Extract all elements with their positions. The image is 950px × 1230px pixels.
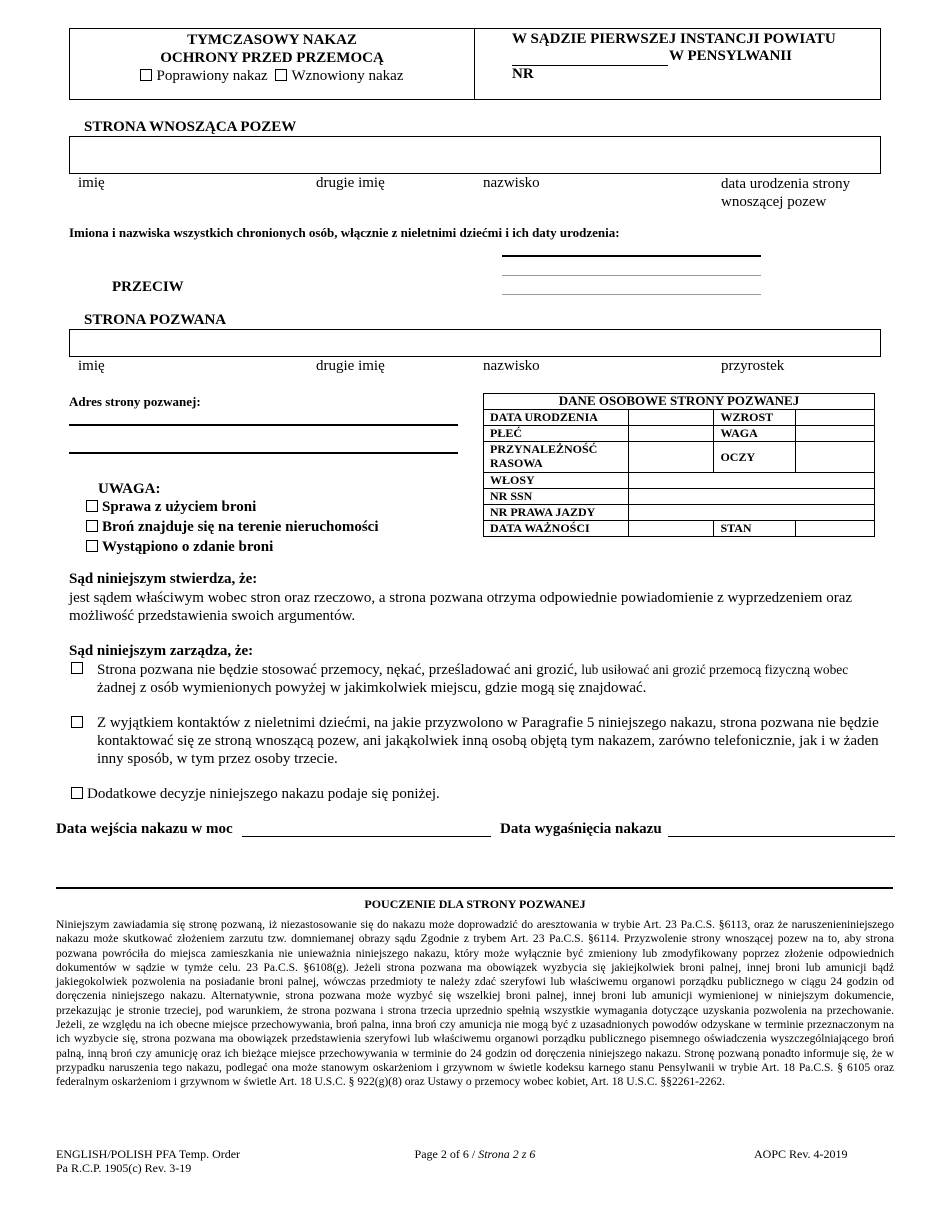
personal-data-table <box>483 393 875 537</box>
plaintiff-dob-label <box>721 175 850 211</box>
expiry-date-field[interactable] <box>668 836 895 837</box>
notice-divider <box>56 887 893 889</box>
plaintiff-name-field[interactable] <box>69 136 881 174</box>
race-label-line2: RASOWA <box>490 456 543 470</box>
orders-title: Sąd niniejszym zarządza, że: <box>69 643 254 659</box>
order-item1-main: Strona pozwana nie będzie stosować przemocy, nękać, prześladować ani grozić, <box>97 662 582 678</box>
dob-label: DATA URODZENIA <box>484 410 629 426</box>
defendant-title: STRONA POZWANA <box>84 312 227 328</box>
weapon-surrendered-label: Wystąpiono o zdanie broni <box>102 539 274 555</box>
court-line2: W PENSYLWANII <box>669 48 792 64</box>
ssn-label: NR SSN <box>484 489 629 505</box>
caution-weapon-case <box>86 499 256 516</box>
footer-right: AOPC Rev. 4-2019 <box>754 1147 848 1161</box>
dob-field[interactable] <box>628 410 714 426</box>
amended-checkbox[interactable] <box>140 69 152 81</box>
state-field[interactable] <box>796 521 875 537</box>
plaintiff-last-name-label: nazwisko <box>483 175 540 191</box>
height-field[interactable] <box>796 410 875 426</box>
protected-person-line-1[interactable] <box>502 255 761 257</box>
plaintiff-dob-line2: wnoszącej pozew <box>721 194 827 210</box>
plaintiff-first-name-label: imię <box>78 175 105 191</box>
defendant-name-field[interactable] <box>69 329 881 357</box>
weight-label: WAGA <box>714 426 796 442</box>
defendant-suffix-label: przyrostek <box>721 358 785 374</box>
order-item3-checkbox[interactable] <box>71 787 83 799</box>
weight-field[interactable] <box>796 426 875 442</box>
expiry-date-label: Data wygaśnięcia nakazu <box>500 821 662 837</box>
notice-title: POUCZENIE DLA STRONY POZWANEJ <box>364 897 586 911</box>
license-field[interactable] <box>628 505 874 521</box>
notice-text: Niniejszym zawiadamia się stronę pozwaną, iż niezastosowanie się do nakazu może doprowadzić do aresztowania w trybie Art. 23 Pa.C.S. §6113, oraz że naruszenieniniejszego nakazu może skutkować złożeniem zarzutu tzw. domniemanej obrazy sądu Zgodnie z trybem Art. 23 Pa.C.S. §6114. Przyzwolenie strony wnoszącej pozew na to, aby strona pozwana powróciła do miejsca zamieszkania nie unieważnia niniejszego nakazu, który może wyłącznie być zmieniony lub zmodyfikowany poprzez złożenie odpowiednich dokumentów w sądzie w tymże celu. 23 Pa.C.S. §6108(g). Jeżeli strona pozwana ma obowiązek wyzbycia się jakiejkolwiek broni palnej, innej broni lub amunicji bądź jakiegokolwiek pozwolenia na posiadanie broni palnej, wówczas przedmioty te należy zdać szeryfowi lub właściwemu organowi porządku publicznego w ciągu 24 godzin od doręczenia niniejszego nakazu. Alternatywnie, strona pozwana może wyzbyć się wszelkiej broni palnej, innej broni lub amunicji wymienionej w niniejszym dokumencie, przekazując je stronie trzeciej, pod warunkiem, że strona pozwana i strona trzecia uprzednio spełnią wszystkie wymagania dotyczące uzyskania pozwolenia na przechowanie. Jeżeli, ze względu na ich obecne miejsce przechowywania, broń palna, inna broń czy amunicja nie mogą być z uzasadnionych powodów odzyskane w terminie przeznaczonym na ich wyzbycie się, strona pozwana ma obowiązek przedstawienia szeryfowi lub właściwemu organowi porządku publicznego pisemnego oświadczenia wyszczególniającego broń palną, inną broń czy amunicję oraz ich bieżące miejsce przechowywania w terminie do 24 godzin od doręczenia niniejszego nakazu. Stronę pozwaną ponadto informuje się, że w przypadku naruszenia tego nakazu, podlegać ona może stanowym oskarżeniom i grzywnom w świetle kodeksu karnego stanu Pensylwanii w trybie Art. 18 Pa.C.S. § 6105 oraz federalnym oskarżeniom i grzywnom w świetle Art. 18 U.S.C. § 922(g)(8) oraz Ustawy o przemocy wobec kobiet, Art. 18 U.S.C. §§2261-2262. <box>56 918 894 1089</box>
hair-label: WŁOSY <box>484 473 629 489</box>
order-item1-text <box>97 661 897 697</box>
defendant-address-line-2[interactable] <box>69 452 458 454</box>
state-label: STAN <box>714 521 796 537</box>
order-title-line2: OCHRONY PRZED PRZEMOCĄ <box>160 50 384 66</box>
order-item1-checkbox[interactable] <box>71 662 83 674</box>
weapon-on-property-label: Broń znajduje się na terenie nieruchomości <box>102 519 379 535</box>
protected-person-line-3[interactable] <box>502 294 761 295</box>
renewed-label: Wznowiony nakaz <box>291 68 404 84</box>
race-label <box>484 442 629 473</box>
amended-label: Poprawiony nakaz <box>156 68 268 84</box>
race-field[interactable] <box>628 442 714 473</box>
height-label: WZROST <box>714 410 796 426</box>
expiry-label: DATA WAŻNOŚCI <box>484 521 629 537</box>
renewed-checkbox[interactable] <box>275 69 287 81</box>
expiry-field[interactable] <box>628 521 714 537</box>
eyes-field[interactable] <box>796 442 875 473</box>
defendant-address-label: Adres strony pozwanej: <box>69 394 201 409</box>
order-item1-line2: żadnej z osób wymienionych powyżej w jakimkolwiek miejscu, gdzie mogą się znajdować. <box>97 680 647 696</box>
effective-date-field[interactable] <box>242 836 491 837</box>
footer-page-pl: Strona 2 z 6 <box>478 1147 536 1161</box>
protected-person-line-2[interactable] <box>502 275 761 276</box>
order-item2-text: Z wyjątkiem kontaktów z nieletnimi dziećmi, na jakie przyzwolono w Paragrafie 5 niniejszego nakazu, strona pozwana nie będzie kontaktować się ze stroną wnoszącą pozew, ani jakąkolwiek inną osobą objętą tym nakazem, zarówno telefonicznie, jak i w żaden inny sposób, w tym przez osoby trzecie. <box>97 715 879 767</box>
defendant-first-name-label: imię <box>78 358 105 374</box>
order-item2-checkbox[interactable] <box>71 716 83 728</box>
plaintiff-middle-name-label: drugie imię <box>316 175 385 191</box>
footer-page-en: Page 2 of 6 / <box>414 1147 479 1161</box>
caution-title: UWAGA: <box>98 481 161 497</box>
court-line1: W SĄDZIE PIERWSZEJ INSTANCJI POWIATU <box>512 31 836 47</box>
versus-label: PRZECIW <box>112 279 184 295</box>
ssn-field[interactable] <box>628 489 874 505</box>
order-item1-small: lub usiłować ani grozić przemocą fizyczną wobec <box>581 662 849 677</box>
eyes-label: OCZY <box>714 442 796 473</box>
order-title-box <box>69 28 475 100</box>
order-item3-text: Dodatkowe decyzje niniejszego nakazu podaje się poniżej. <box>87 786 440 802</box>
footer-rule: Pa R.C.P. 1905(c) Rev. 3-19 <box>56 1161 192 1175</box>
sex-field[interactable] <box>628 426 714 442</box>
findings-title: Sąd niniejszym stwierdza, że: <box>69 571 258 587</box>
caution-weapon-surrendered <box>86 539 273 556</box>
effective-date-label: Data wejścia nakazu w moc <box>56 821 233 837</box>
defendant-middle-name-label: drugie imię <box>316 358 385 374</box>
court-box <box>474 28 881 100</box>
defendant-address-line-1[interactable] <box>69 424 458 426</box>
protected-persons-label: Imiona i nazwiska wszystkich chronionych osób, włącznie z nieletnimi dziećmi i ich daty urodzenia: <box>69 225 620 240</box>
order-title-line1: TYMCZASOWY NAKAZ <box>187 32 357 48</box>
caution-weapon-on-property <box>86 519 379 536</box>
county-field[interactable] <box>512 65 668 66</box>
findings-text: jest sądem właściwym wobec stron oraz rzeczowo, a strona pozwana otrzyma odpowiednie powiadomienie z wyprzedzeniem oraz możliwość przedstawienia swoich argumentów. <box>69 590 853 624</box>
hair-field[interactable] <box>628 473 874 489</box>
weapon-on-property-checkbox[interactable] <box>86 520 98 532</box>
weapon-case-label: Sprawa z użyciem broni <box>102 499 257 515</box>
order-item3 <box>71 786 440 803</box>
personal-data-table-wrap <box>483 393 875 537</box>
weapon-surrendered-checkbox[interactable] <box>86 540 98 552</box>
weapon-case-checkbox[interactable] <box>86 500 98 512</box>
case-number-label: NR <box>512 66 534 82</box>
defendant-last-name-label: nazwisko <box>483 358 540 374</box>
license-label: NR PRAWA JAZDY <box>484 505 629 521</box>
sex-label: PŁEĆ <box>484 426 629 442</box>
plaintiff-dob-line1: data urodzenia strony <box>721 176 851 192</box>
personal-data-title: DANE OSOBOWE STRONY POZWANEJ <box>484 394 875 410</box>
footer-form-name: ENGLISH/POLISH PFA Temp. Order <box>56 1147 241 1161</box>
race-label-line1: PRZYNALEŻNOŚĆ <box>490 442 598 456</box>
plaintiff-title: STRONA WNOSZĄCA POZEW <box>84 119 297 135</box>
